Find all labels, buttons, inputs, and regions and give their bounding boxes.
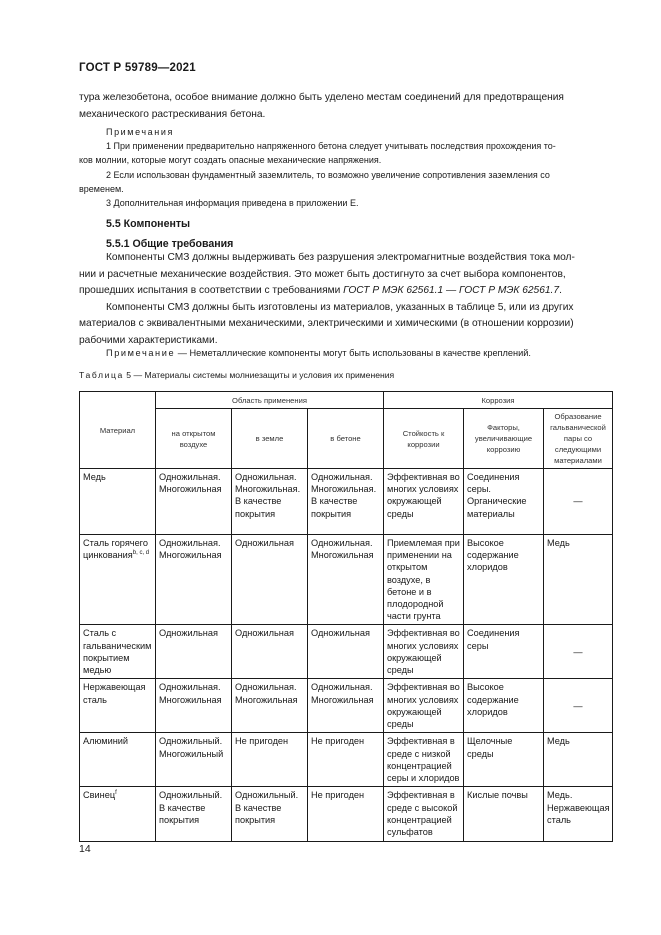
note-label: Примечание bbox=[106, 348, 176, 358]
header-ground: в земле bbox=[232, 409, 308, 469]
header-concrete: в бетоне bbox=[308, 409, 384, 469]
table-caption bbox=[79, 370, 394, 380]
caption-text: 5 — Материалы системы молниезащиты и условия их применения bbox=[126, 370, 395, 380]
header-corrosion: Коррозия bbox=[384, 392, 613, 409]
cell-resistance: Приемлемая при применении на открытом воздухе, в бетоне и в плодородной части грунта bbox=[384, 535, 464, 625]
notes-title: Примечания bbox=[106, 127, 174, 137]
cell-material: Нержавеющая сталь bbox=[80, 679, 156, 733]
table-row bbox=[80, 787, 613, 842]
cell-galvanic: Медь bbox=[544, 733, 613, 787]
header-resistance: Стойкость к коррозии bbox=[384, 409, 464, 469]
header-galvanic: Образование гальванической пары со следующими материалами bbox=[544, 409, 613, 469]
cell-ground: Одножильный. В качестве покрытия bbox=[232, 787, 308, 842]
cell-ground: Одножильная bbox=[232, 535, 308, 625]
footnote-ref: f bbox=[115, 790, 117, 797]
caption-label: Таблица bbox=[79, 370, 124, 380]
material-text: Сталь горячего цинкования bbox=[83, 538, 148, 561]
para-line: Компоненты СМЗ должны быть изготовлены из материалов, указанных в таблице 5, или из других bbox=[106, 301, 574, 313]
para-line: рабочими характеристиками. bbox=[79, 334, 218, 346]
cell-open-air: Одножильная. Многожильная bbox=[156, 469, 232, 535]
cell-material: Алюминий bbox=[80, 733, 156, 787]
cell-material bbox=[80, 787, 156, 842]
cell-concrete: Не пригоден bbox=[308, 733, 384, 787]
header-material: Материал bbox=[80, 392, 156, 469]
cell-concrete: Одножильная. Многожильная bbox=[308, 535, 384, 625]
subsection-title: 5.5.1 Общие требования bbox=[106, 238, 234, 250]
standard-reference: ГОСТ Р МЭК 62561.1 — ГОСТ Р МЭК 62561.7 bbox=[343, 285, 560, 296]
para-line: Компоненты СМЗ должны выдерживать без разрушения электромагнитные воздействия тока мол- bbox=[106, 252, 575, 263]
header-open-air: на открытом воздухе bbox=[156, 409, 232, 469]
intro-line: механического растрескивания бетона. bbox=[79, 108, 266, 120]
intro-paragraph bbox=[79, 90, 612, 123]
table-row bbox=[80, 535, 613, 625]
note-2: 2 Если использован фундаментный заземлитель, то возможно увеличение сопротивления заземления со bbox=[106, 169, 550, 180]
cell-ground: Не пригоден bbox=[232, 733, 308, 787]
para-line: материалов с эквивалентными механическими, электрическими и химическими (в отношении коррозии) bbox=[79, 318, 574, 329]
cell-galvanic: — bbox=[544, 469, 613, 535]
cell-galvanic: — bbox=[544, 625, 613, 679]
cell-ground: Одножильная bbox=[232, 625, 308, 679]
note-2-cont: временем. bbox=[79, 183, 124, 194]
note-text: — Неметаллические компоненты могут быть использованы в качестве креплений. bbox=[175, 348, 531, 358]
page-number: 14 bbox=[79, 843, 91, 855]
materials-table bbox=[79, 391, 613, 842]
cell-factors: Высокое содержание хлоридов bbox=[464, 679, 544, 733]
cell-material: Сталь с гальваническим покрытием медью bbox=[80, 625, 156, 679]
cell-resistance: Эффективная во многих условиях окружающей среды bbox=[384, 679, 464, 733]
cell-open-air: Одножильный. В качестве покрытия bbox=[156, 787, 232, 842]
components-note bbox=[106, 346, 531, 360]
para-line bbox=[79, 283, 612, 300]
footnote-ref: b, c, d bbox=[132, 550, 150, 557]
cell-factors: Соединения серы bbox=[464, 625, 544, 679]
para-line: нии и расчетные механические воздействия. Это может быть достигнуто за счет выбора компонентов, bbox=[79, 268, 566, 280]
cell-factors: Высокое содержание хлоридов bbox=[464, 535, 544, 625]
cell-open-air: Одножильная. Многожильная bbox=[156, 535, 232, 625]
cell-factors: Кислые почвы bbox=[464, 787, 544, 842]
para-text: . bbox=[559, 285, 562, 296]
cell-concrete: Одножильная bbox=[308, 625, 384, 679]
header-factors: Факторы, увеличивающие коррозию bbox=[464, 409, 544, 469]
cell-open-air: Одножильная bbox=[156, 625, 232, 679]
note-1-cont: ков молнии, которые могут создать опасные механические напряжения. bbox=[79, 155, 382, 166]
para-text: прошедших испытания в соответствии с требованиями bbox=[79, 285, 344, 296]
note-1: 1 При применении предварительно напряженного бетона следует учитывать последствия прохождения то- bbox=[106, 141, 556, 152]
cell-factors: Соединения серы. Органические материалы bbox=[464, 469, 544, 535]
notes-block bbox=[79, 125, 612, 210]
cell-resistance: Эффективная в среде с высокой концентрацией сульфатов bbox=[384, 787, 464, 842]
cell-material: Медь bbox=[80, 469, 156, 535]
material-text: Свинец bbox=[83, 790, 116, 801]
body-paragraphs bbox=[79, 250, 612, 349]
document-code: ГОСТ Р 59789—2021 bbox=[79, 62, 196, 74]
table-row bbox=[80, 679, 613, 733]
cell-concrete: Не пригоден bbox=[308, 787, 384, 842]
note-3: 3 Дополнительная информация приведена в приложении Е. bbox=[106, 198, 359, 209]
cell-galvanic: Медь. Нержавеющая сталь bbox=[544, 787, 613, 842]
section-title: 5.5 Компоненты bbox=[106, 218, 191, 230]
cell-material bbox=[80, 535, 156, 625]
cell-galvanic: — bbox=[544, 679, 613, 733]
cell-resistance: Эффективная в среде с низкой концентрацией серы и хлоридов bbox=[384, 733, 464, 787]
cell-galvanic: Медь bbox=[544, 535, 613, 625]
cell-open-air: Одножильный. Многожильный bbox=[156, 733, 232, 787]
table-row bbox=[80, 469, 613, 535]
intro-line: тура железобетона, особое внимание должно быть уделено местам соединений для предотвращения bbox=[79, 92, 564, 103]
cell-factors: Щелочные среды bbox=[464, 733, 544, 787]
cell-resistance: Эффективная во многих условиях окружающей среды bbox=[384, 469, 464, 535]
cell-resistance: Эффективная во многих условиях окружающей среды bbox=[384, 625, 464, 679]
table-row bbox=[80, 625, 613, 679]
cell-open-air: Одножильная. Многожильная bbox=[156, 679, 232, 733]
cell-ground: Одножильная. Многожильная bbox=[232, 679, 308, 733]
cell-ground: Одножильная. Многожильная. В качестве покрытия bbox=[232, 469, 308, 535]
header-application-area: Область применения bbox=[156, 392, 384, 409]
cell-concrete: Одножильная. Многожильная bbox=[308, 679, 384, 733]
cell-concrete: Одножильная. Многожильная. В качестве покрытия bbox=[308, 469, 384, 535]
table-row bbox=[80, 733, 613, 787]
